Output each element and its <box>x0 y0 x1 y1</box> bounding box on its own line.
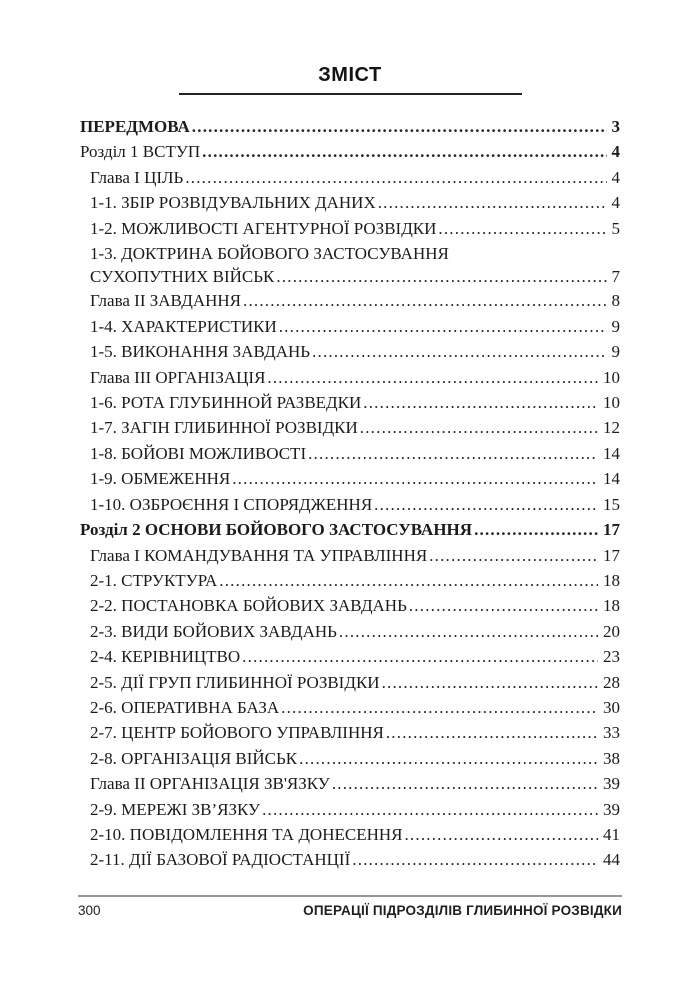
toc-entry-text: Глава I КОМАНДУВАННЯ ТА УПРАВЛІННЯ <box>90 545 428 565</box>
toc-entry <box>80 543 620 568</box>
toc-entry-page: 17 <box>603 520 620 540</box>
toc-entry-page: 12 <box>603 418 620 438</box>
toc-entry-page: 15 <box>603 494 620 514</box>
toc-entry-text: 2-4. КЕРІВНИЦТВО <box>90 647 241 667</box>
dot-leader <box>429 543 598 568</box>
page-title: ЗМІСТ <box>318 64 382 86</box>
toc-entry-text: 1-3. ДОКТРИНА БОЙОВОГО ЗАСТОСУВАННЯ <box>90 244 449 264</box>
toc-entry-page: 3 <box>611 117 620 136</box>
toc-entry-text: СУХОПУТНИХ ВІЙСЬК <box>90 267 275 287</box>
toc-entry <box>80 190 620 215</box>
toc-entry-text: 2-6. ОПЕРАТИВНА БАЗА <box>90 697 280 717</box>
dot-leader <box>339 619 598 644</box>
toc-entry-text: 1-5. ВИКОНАННЯ ЗАВДАНЬ <box>90 342 311 362</box>
dot-leader <box>404 822 598 847</box>
toc-entry-page: 14 <box>603 469 620 489</box>
dot-leader <box>219 568 598 593</box>
toc-entry <box>80 695 620 720</box>
dot-leader <box>276 266 606 288</box>
toc-entry-page: 39 <box>603 799 620 819</box>
dot-leader <box>378 190 607 215</box>
toc-entry-text: Розділ 1 ВСТУП <box>80 142 201 162</box>
toc-entry-page: 18 <box>603 570 620 590</box>
page-footer <box>78 895 622 918</box>
toc-entry-text: Глава III ОРГАНІЗАЦІЯ <box>90 367 266 387</box>
toc-entry-text: 2-3. ВИДИ БОЙОВИХ ЗАВДАНЬ <box>90 621 337 641</box>
toc-entry-page: 39 <box>603 774 620 794</box>
toc-entry-text: Глава II ОРГАНІЗАЦІЯ ЗВ'ЯЗКУ <box>90 774 330 794</box>
toc-entry-continuation <box>80 266 620 288</box>
toc-entry-page: 41 <box>603 824 620 844</box>
toc-entry-text: 2-1. СТРУКТУРА <box>90 570 218 590</box>
toc-entry <box>80 797 620 822</box>
dot-leader <box>243 288 607 313</box>
toc-entry-text: 1-7. ЗАГІН ГЛИБИННОЇ РОЗВІДКИ <box>90 418 358 438</box>
dot-leader <box>232 466 598 491</box>
toc-entry <box>80 619 620 644</box>
toc-entry <box>80 415 620 440</box>
toc-entry-page: 4 <box>611 142 620 162</box>
dot-leader <box>202 139 606 164</box>
footer-running-title: ОПЕРАЦІЇ ПІДРОЗДІЛІВ ГЛИБИННОЇ РОЗВІДКИ <box>303 903 622 918</box>
toc-entry-page: 28 <box>603 672 620 692</box>
toc-entry-text: 1-8. БОЙОВІ МОЖЛИВОСТІ <box>90 443 307 463</box>
dot-leader <box>281 695 598 720</box>
dot-leader <box>363 390 598 415</box>
toc-entry-text: 1-6. РОТА ГЛУБИННОЙ РАЗВЕДКИ <box>90 393 362 413</box>
toc-entry <box>80 670 620 695</box>
toc-entry-page: 14 <box>603 443 620 463</box>
toc-entry-text: 2-5. ДІЇ ГРУП ГЛИБИННОЇ РОЗВІДКИ <box>90 672 380 692</box>
toc-entry-text: 2-2. ПОСТАНОВКА БОЙОВИХ ЗАВДАНЬ <box>90 596 407 616</box>
toc-entry-page: 17 <box>603 545 620 565</box>
toc-entry-text: Глава II ЗАВДАННЯ <box>90 291 241 311</box>
toc-entry-page: 4 <box>611 167 620 187</box>
toc-entry-page: 44 <box>603 850 620 870</box>
toc-entry-page: 10 <box>603 393 620 413</box>
toc-entry-text: 2-11. ДІЇ БАЗОВОЇ РАДІОСТАНЦІЇ <box>90 850 351 870</box>
toc-entry-page: 4 <box>611 193 620 213</box>
dot-leader <box>386 720 598 745</box>
dot-leader <box>267 365 598 390</box>
toc-entry-page: 9 <box>611 342 620 362</box>
dot-leader <box>352 847 598 872</box>
dot-leader <box>438 216 606 241</box>
toc-entry-text: 1-4. ХАРАКТЕРИСТИКИ <box>90 316 277 336</box>
dot-leader <box>299 746 598 771</box>
dot-leader <box>374 492 598 517</box>
dot-leader <box>382 670 598 695</box>
toc-entry <box>80 365 620 390</box>
toc-entry <box>80 288 620 313</box>
title-underline <box>179 93 522 95</box>
toc-entry <box>80 746 620 771</box>
dot-leader <box>312 339 606 364</box>
toc-entry <box>80 466 620 491</box>
dot-leader <box>409 593 598 618</box>
dot-leader <box>360 415 598 440</box>
toc-entry <box>80 114 620 139</box>
toc-entry <box>80 847 620 872</box>
toc-entry-page: 9 <box>611 316 620 336</box>
toc-entry-text: 2-10. ПОВІДОМЛЕННЯ ТА ДОНЕСЕННЯ <box>90 824 403 844</box>
toc-entry-page: 10 <box>603 367 620 387</box>
toc-entry-text: 1-2. МОЖЛИВОСТІ АГЕНТУРНОЇ РОЗВІДКИ <box>90 218 437 238</box>
toc-entry-page: 23 <box>603 647 620 667</box>
toc-entry-text: 1-1. ЗБІР РОЗВІДУВАЛЬНИХ ДАНИХ <box>90 193 376 213</box>
toc-entry-text: 2-7. ЦЕНТР БОЙОВОГО УПРАВЛІННЯ <box>90 723 384 743</box>
toc-entry <box>80 644 620 669</box>
toc-entry-text: 2-9. МЕРЕЖІ ЗВ’ЯЗКУ <box>90 799 261 819</box>
toc-entry-page: 30 <box>603 697 620 717</box>
toc-entry-page: 38 <box>603 748 620 768</box>
dot-leader <box>192 114 607 139</box>
toc-entry <box>80 390 620 415</box>
toc-entry <box>80 771 620 796</box>
toc-entry <box>80 492 620 517</box>
toc-entry <box>80 339 620 364</box>
footer-page-number: 300 <box>78 903 101 918</box>
toc <box>80 114 620 873</box>
toc-entry <box>80 314 620 339</box>
toc-entry-text: 2-8. ОРГАНІЗАЦІЯ ВІЙСЬК <box>90 748 298 768</box>
dot-leader <box>474 517 598 542</box>
toc-entry-text: 1-9. ОБМЕЖЕННЯ <box>90 469 231 489</box>
toc-entry-page: 33 <box>603 723 620 743</box>
toc-entry-text: Розділ 2 ОСНОВИ БОЙОВОГО ЗАСТОСУВАННЯ <box>80 520 473 540</box>
toc-entry <box>80 139 620 164</box>
toc-entry <box>80 593 620 618</box>
toc-entry <box>80 517 620 542</box>
toc-entry-text: 1-10. ОЗБРОЄННЯ І СПОРЯДЖЕННЯ <box>90 494 373 514</box>
dot-leader <box>262 797 598 822</box>
toc-entry <box>80 241 620 266</box>
toc-entry-text: Глава I ЦІЛЬ <box>90 167 184 187</box>
toc-entry <box>80 441 620 466</box>
toc-entry <box>80 568 620 593</box>
toc-entry-page: 20 <box>603 621 620 641</box>
dot-leader <box>185 165 606 190</box>
toc-entry-page: 7 <box>611 267 620 287</box>
toc-entry-text: ПЕРЕДМОВА <box>80 117 190 136</box>
toc-entry <box>80 216 620 241</box>
toc-entry <box>80 720 620 745</box>
dot-leader <box>242 644 598 669</box>
toc-entry <box>80 822 620 847</box>
toc-entry <box>80 165 620 190</box>
dot-leader <box>308 441 598 466</box>
toc-entry-page: 18 <box>603 596 620 616</box>
toc-entry-page: 8 <box>611 291 620 311</box>
dot-leader <box>279 314 607 339</box>
toc-entry-page: 5 <box>611 218 620 238</box>
dot-leader <box>332 771 598 796</box>
